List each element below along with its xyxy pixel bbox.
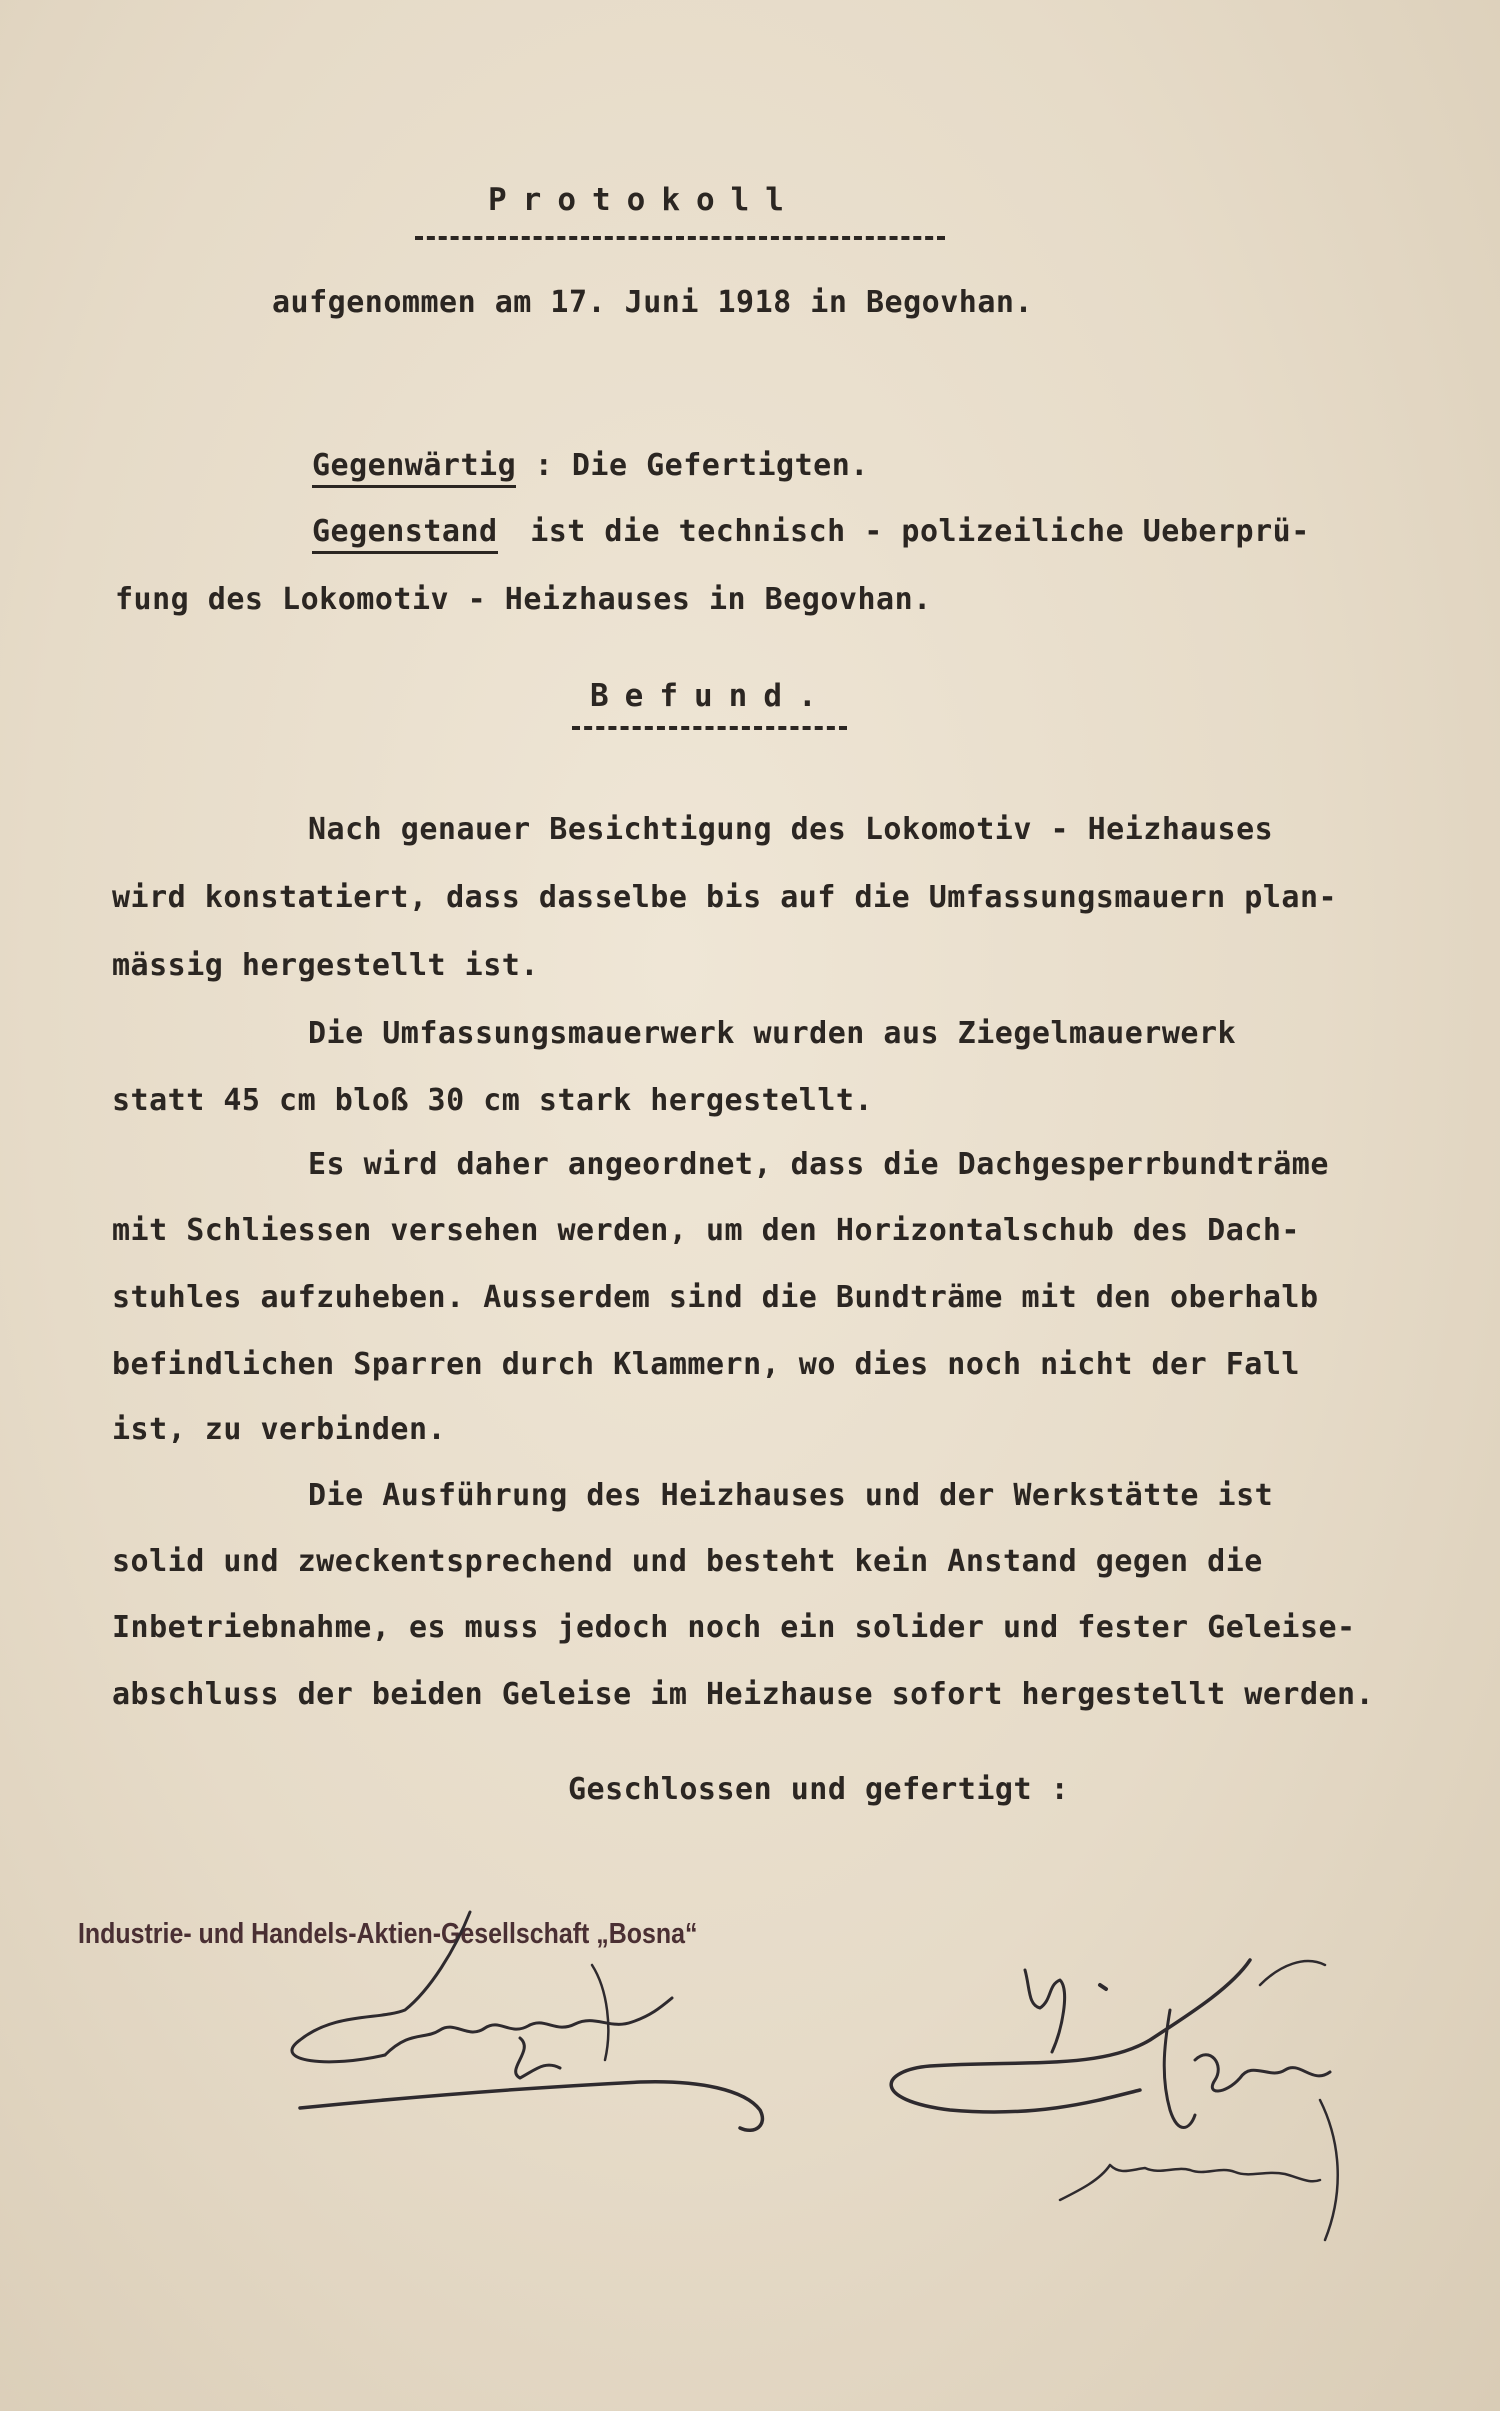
body-line: Nach genauer Besichtigung des Lokomotiv - Heizhauses bbox=[308, 812, 1274, 847]
company-stamp: Industrie- und Handels-Aktien-Gesellschaft „Bosna“ bbox=[78, 1918, 698, 1950]
subject-label: Gegenstand bbox=[312, 514, 498, 554]
body-line: Es wird daher angeordnet, dass die Dachgesperrbundträme bbox=[308, 1147, 1329, 1182]
body-line: statt 45 cm bloß 30 cm stark hergestellt. bbox=[112, 1083, 874, 1118]
subject-text-continued: fung des Lokomotiv - Heizhauses in Begovhan. bbox=[115, 582, 932, 617]
body-line: ist, zu verbinden. bbox=[112, 1412, 447, 1447]
body-line: Die Ausführung des Heizhauses und der Werkstätte ist bbox=[308, 1478, 1274, 1513]
closing-line: Geschlossen und gefertigt : bbox=[568, 1772, 1070, 1807]
body-line: solid und zweckentsprechend und besteht kein Anstand gegen die bbox=[112, 1544, 1263, 1579]
section-heading: Befund. bbox=[590, 678, 833, 714]
body-line: Inbetriebnahme, es muss jedoch noch ein solider und fester Geleise- bbox=[112, 1610, 1356, 1645]
body-line: Die Umfassungsmauerwerk wurden aus Ziegelmauerwerk bbox=[308, 1016, 1237, 1051]
body-line: befindlichen Sparren durch Klammern, wo dies noch nicht der Fall bbox=[112, 1347, 1300, 1382]
body-line: abschluss der beiden Geleise im Heizhause sofort hergestellt werden. bbox=[112, 1677, 1375, 1712]
subject-text: ist die technisch - polizeiliche Ueberprü- bbox=[530, 514, 1310, 549]
document-title: Protokoll bbox=[488, 182, 800, 218]
body-line: stuhles aufzuheben. Ausserdem sind die Bundträme mit den oberhalb bbox=[112, 1280, 1319, 1315]
body-line: mit Schliessen versehen werden, um den Horizontalschub des Dach- bbox=[112, 1213, 1300, 1248]
body-line: mässig hergestellt ist. bbox=[112, 948, 539, 983]
present-text: : Die Gefertigten. bbox=[534, 448, 869, 483]
body-line: wird konstatiert, dass dasselbe bis auf die Umfassungsmauern plan- bbox=[112, 880, 1338, 915]
document-subtitle: aufgenommen am 17. Juni 1918 in Begovhan. bbox=[272, 285, 1034, 320]
present-label: Gegenwärtig bbox=[312, 448, 516, 488]
